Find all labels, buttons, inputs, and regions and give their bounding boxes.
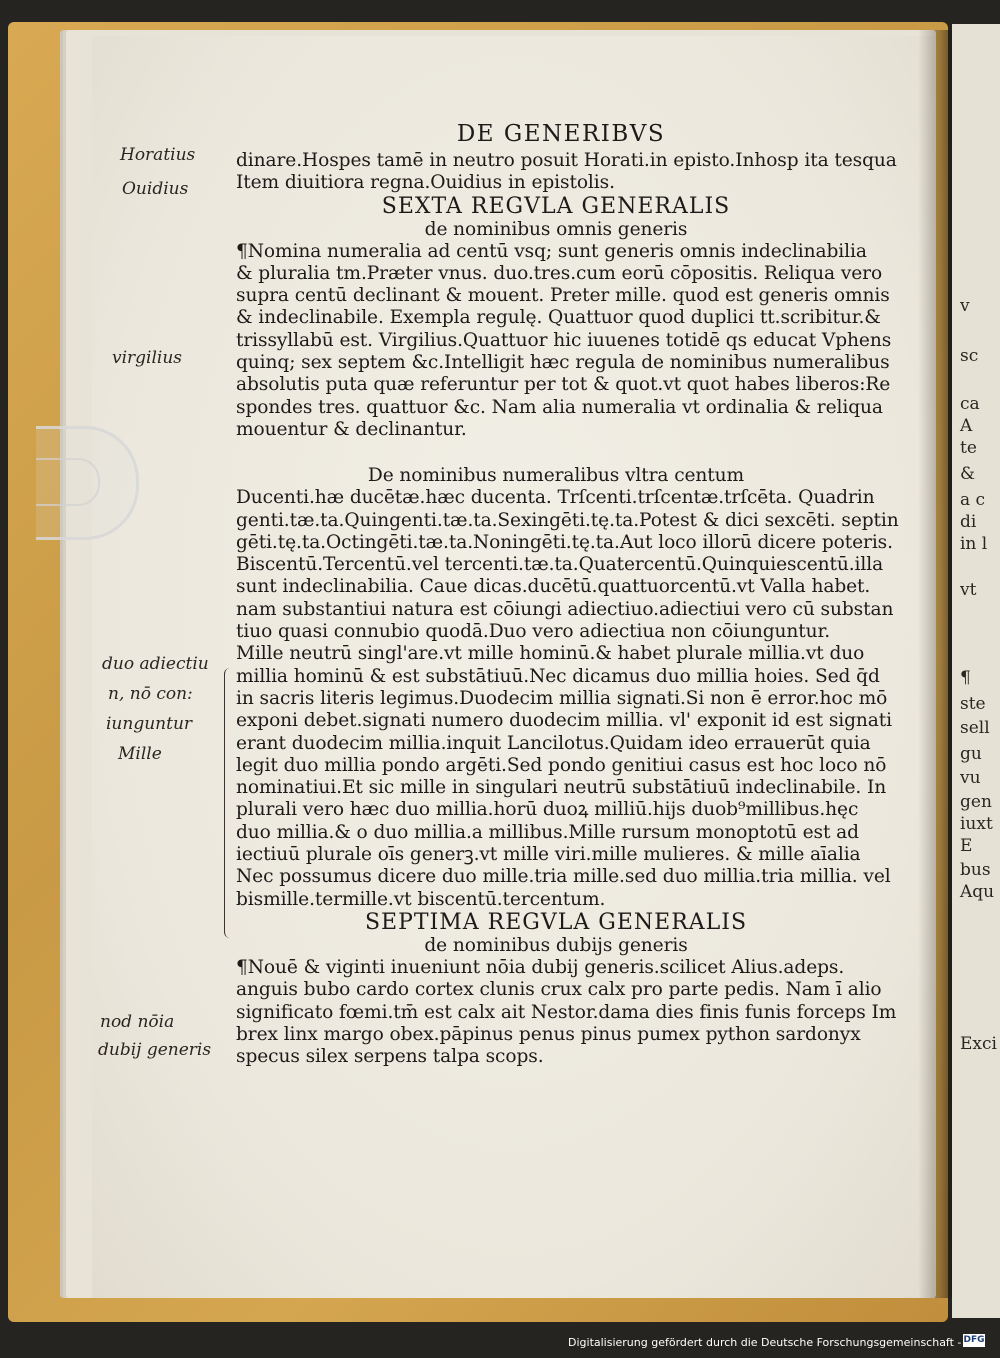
margin-note-duo-adiectiua-2: n, nō con: [108,684,193,704]
margin-bracket [224,668,235,938]
facing-page-fragment: sc [960,346,979,366]
rule-6-line: trissyllabū est. Virgilius.Quattuor hic iuuenes totidē qs educat Vphens [236,329,892,351]
centum-line: Mille neutrū singl'are.vt mille hominū.& habet plurale millia.vt duo [236,643,865,665]
rule-7-line: ¶Nouē & viginti inueniunt nōia dubij generis.scilicet Alius.adeps. [236,956,845,978]
text-top-line: Item diuitiora regna.Ouidius in epistolis. [236,172,615,194]
facing-page-fragment: gu [960,744,982,764]
spacer [236,441,856,465]
facing-page-fragment: v [960,296,970,316]
centum-line: bismille.termille.vt biscentū.tercentum. [236,888,606,910]
centum-text [236,487,899,911]
facing-page-fragment: Exci [960,1034,997,1054]
rule-6-line: mouentur & declinantur. [236,418,467,440]
centum-line: iectiuū plurale oīs generꝫ.vt mille viri.mille mulieres. & mille aīalia [236,844,861,866]
rule-6-line: ¶Nomina numeralia ad centū vsq; sunt generis omnis indeclinabilia [236,240,867,262]
facing-page-fragment: ¶ [960,668,971,688]
rule-7-heading: SEPTIMA REGVLA GENERALIS [364,909,748,935]
facing-page-fragment: te [960,438,977,458]
margin-note-mille: Mille [118,744,162,764]
centum-line: legit duo millia pondo argēti.Sed pondo genitiui casus est hoc loco nō [236,754,887,776]
facing-page-fragment: & [960,464,976,484]
margin-note-ouidius: Ouidius [122,179,189,199]
rule-6-line: & indeclinabile. Exempla regulę. Quattuor quod duplici tt.scribitur.& [236,307,881,329]
running-heading: DE GENERIBVS [456,121,666,147]
rule-7-line: significato fœmi.tm̄ est calx ait Nestor.dama dies finis funis forceps Im [236,1001,897,1023]
centum-line: erant duodecim millia.inquit Lancilotus.Quidam ideo errauerūt quia [236,732,871,754]
margin-note-duo-adiectiua-1: duo adiectiu [102,654,209,674]
facing-page-fragment: di [960,512,977,532]
margin-note-horatius: Horatius [120,145,196,165]
facing-page-fragment: gen [960,792,992,812]
margin-note-duo-adiectiua-3: iunguntur [106,714,193,734]
facing-page [952,24,1000,1318]
rule-6-subheading: de nominibus omnis generis [424,218,688,240]
page-text [236,118,899,1068]
page-clip-inner-icon [36,458,100,506]
centum-line: Nec possumus dicere duo mille.tria mille.sed duo millia.tria millia. vel [236,866,891,888]
margin-note-nod-noia: nod nōia [100,1012,175,1032]
facing-page-fragment: vt [960,580,977,600]
rule-6-line: & pluralia tm.Præter vnus. duo.tres.cum eorū cōpositis. Reliqua vero [236,262,883,284]
centum-line: nominatiui.Et sic mille in singulari neutrū substātiuū indeclinabile. In [236,777,887,799]
facing-page-fragment: sell [960,718,990,738]
facing-page-fragment: Aqu [960,882,995,902]
centum-line: sunt indeclinabilia. Caue dicas.ducētū.quattuorcentū.vt Valla habet. [236,576,871,598]
facing-page-fragment: ca [960,394,980,414]
centum-line: Ducenti.hæ ducētæ.hæc ducenta. Trſcenti.trſcentæ.trſcēta. Quadrin [236,487,875,509]
facing-page-fragment: a c [960,490,986,510]
facing-page-fragment: vu [960,768,981,788]
facing-page-fragment: ste [960,694,986,714]
text-block-top [236,150,897,195]
centum-line: exponi debet.signati numero duodecim millia. vl' exponit id est signati [236,710,893,732]
facing-page-fragment: bus [960,860,991,880]
text-top-line: dinare.Hospes tamē in neutro posuit Horati.in episto.Inhosp ita tesqua [236,150,897,171]
centum-subheading: De nominibus numeralibus vltra centum [367,465,745,487]
rule-7-text [236,956,897,1068]
centum-line: gēti.tę.ta.Octingēti.tæ.ta.Noningēti.tę.ta.Aut loco illorū dicere poteris. [236,531,893,553]
centum-line: plurali vero hæc duo millia.horū duoꝝ milliū.hijs duob⁹millibus.hęc [236,799,859,821]
facing-page-fragment: A [960,416,973,436]
dfg-logo-icon: DFG [963,1335,985,1345]
rule-6-text [236,240,892,442]
centum-line: Biscentū.Tercentū.vel tercenti.tæ.ta.Quatercentū.Quinquiescentū.illa [236,554,884,576]
rule-7-line: brex linx margo obex.pāpinus penus pinus pumex python sardonyx [236,1023,861,1045]
centum-line: tiuo quasi connubio quodā.Duo vero adiectiua non cōiunguntur. [236,621,831,643]
facing-page-fragment: iuxt [960,814,993,834]
centum-line: millia hominū & est substātiuū.Nec dicamus duo millia hoies. Sed q̄d [236,665,880,687]
rule-7-line: anguis bubo cardo cortex clunis crux calx pro parte pedis. Nam ī alio [236,979,882,1001]
margin-note-dubij-generis: dubij generis [98,1040,212,1060]
facing-page-fragment: in l [960,534,988,554]
rule-7-subheading: de nominibus dubijs generis [424,934,688,956]
centum-line: in sacris literis legimus.Duodecim millia signati.Si non ē error.hoc mō [236,687,888,709]
rule-6-line: supra centū declinant & mouent. Preter mille. quod est generis omnis [236,285,890,307]
margin-note-virgilius: virgilius [112,348,183,368]
centum-line: duo millia.& o duo millia.a millibus.Mille rursum monoptotū est ad [236,821,859,843]
rule-7-line: specus silex serpens talpa scops. [236,1046,544,1068]
rule-6-line: spondes tres. quattuor &c. Nam alia numeralia vt ordinalia & reliqua [236,396,883,418]
centum-line: genti.tæ.ta.Quingenti.tæ.ta.Sexingēti.tę.ta.Potest & dici sexcēti. septin [236,509,899,531]
rule-6-line: quinq; sex septem &c.Intelligit hæc regula de nominibus numeralibus [236,352,890,374]
digitization-credit: Digitalisierung gefördert durch die Deutsche Forschungsgemeinschaft - [568,1336,962,1349]
rule-6-heading: SEXTA REGVLA GENERALIS [381,193,731,219]
rule-6-line: absolutis puta quæ referuntur per tot & quot.vt quot habes liberos:Re [236,374,891,396]
centum-line: nam substantiui natura est cōiungi adiectiuo.adiectiui vero cū substan [236,598,894,620]
facing-page-fragment: E [960,836,973,856]
